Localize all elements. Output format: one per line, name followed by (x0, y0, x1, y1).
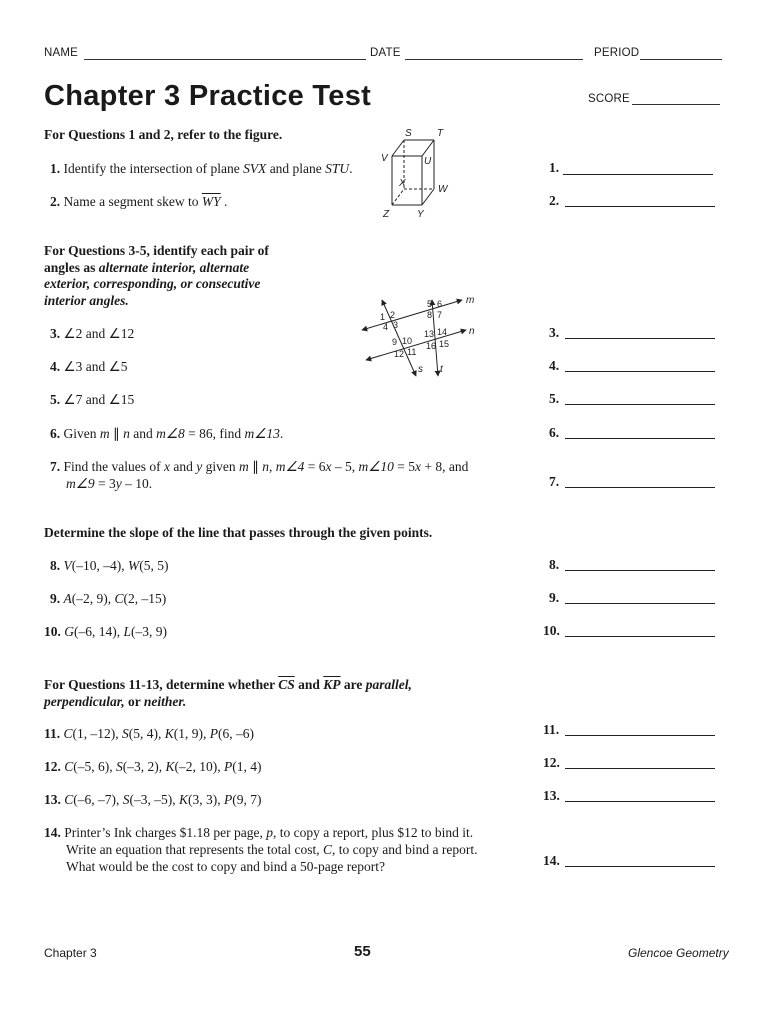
answer-blank-11[interactable] (565, 735, 715, 736)
label-t-line: t (440, 364, 443, 375)
angle-7: 7 (437, 310, 443, 320)
angle-15: 15 (439, 339, 450, 349)
label-u: U (424, 156, 432, 167)
angle-6: 6 (437, 299, 443, 309)
angle-9: 9 (392, 337, 398, 347)
question-2: 2. Name a segment skew to $\overline{WY}$ . (50, 194, 228, 209)
answer-label-6: 6. (549, 425, 560, 440)
question-13: 13. C(–6, –7), S(–3, –5), K(3, 3), P(9, 7) (44, 792, 262, 807)
label-v: V (381, 153, 388, 164)
label-n: n (469, 326, 475, 337)
section-heading-3: Determine the slope of the line that passes through the given points. (44, 525, 433, 540)
date-field[interactable] (405, 59, 583, 60)
name-label: NAME (44, 47, 79, 59)
answer-label-10: 10. (543, 623, 560, 638)
angle-3: 3 (393, 320, 399, 330)
answer-blank-12[interactable] (565, 768, 715, 769)
answer-blank-4[interactable] (565, 371, 715, 372)
angle-8: 8 (427, 310, 433, 320)
label-z: Z (383, 209, 390, 220)
question-5: 5. ∠7 and ∠15 (50, 392, 135, 407)
footer-book: Glencoe Geometry (628, 946, 729, 960)
angle-14: 14 (437, 327, 448, 337)
answer-label-13: 13. (543, 788, 560, 803)
answer-label-11: 11. (543, 722, 560, 737)
answer-label-5: 5. (549, 391, 560, 406)
answer-blank-8[interactable] (565, 570, 715, 571)
question-9: 9. A(–2, 9), C(2, –15) (50, 591, 167, 606)
section-heading-4: For Questions 11-13, determine whether $\overline{CS}$ and $\overline{KP}$ are parallel, perpendicular, or neither. (44, 677, 412, 709)
label-y: Y (417, 209, 424, 220)
label-x: X (399, 178, 406, 189)
angle-4: 4 (383, 322, 389, 332)
answer-blank-5[interactable] (565, 404, 715, 405)
question-7: 7. Find the values of x and y given m ∥ n, m∠4 = 6x – 5, m∠10 = 5x + 8, and m∠9 = 3y – 10. (50, 459, 469, 491)
answer-blank-10[interactable] (565, 636, 715, 637)
answer-label-7: 7. (549, 474, 560, 489)
label-w: W (438, 184, 448, 195)
answer-blank-2[interactable] (565, 206, 715, 207)
transversals-figure (352, 290, 486, 382)
page-title: Chapter 3 Practice Test (44, 80, 372, 112)
answer-label-12: 12. (543, 755, 560, 770)
question-14: 14. Printer’s Ink charges $1.18 per page, p, to copy a report, plus $12 to bind it. Write an equation that represents the total cost, C, to copy and bind a report. What would be the cost to copy and bind a 50-page report? (44, 825, 478, 874)
answer-label-1: 1. (549, 160, 560, 175)
answer-label-9: 9. (549, 590, 560, 605)
label-s: S (405, 128, 412, 139)
answer-label-3: 3. (549, 325, 560, 340)
question-11: 11. C(1, –12), S(5, 4), K(1, 9), P(6, –6) (44, 726, 255, 741)
period-label: PERIOD (594, 47, 640, 59)
answer-blank-6[interactable] (565, 438, 715, 439)
label-s-line: s (418, 364, 423, 375)
answer-label-4: 4. (549, 358, 560, 373)
answer-blank-14[interactable] (565, 866, 715, 867)
question-8: 8. V(–10, –4), W(5, 5) (50, 558, 169, 573)
angle-5: 5 (427, 299, 433, 309)
angle-10: 10 (402, 336, 413, 346)
question-1: 1. Identify the intersection of plane SVX and plane STU. (50, 161, 353, 176)
score-field[interactable] (632, 104, 720, 105)
label-t: T (437, 128, 444, 139)
answer-blank-13[interactable] (565, 801, 715, 802)
answer-label-2: 2. (549, 193, 560, 208)
answer-label-8: 8. (549, 557, 560, 572)
answer-blank-9[interactable] (565, 603, 715, 604)
footer-chapter: Chapter 3 (44, 946, 97, 960)
score-label: SCORE (588, 93, 630, 105)
section-heading-1: For Questions 1 and 2, refer to the figure. (44, 127, 283, 142)
answer-label-14: 14. (543, 853, 560, 868)
angle-16: 16 (426, 341, 437, 351)
page-number: 55 (354, 943, 371, 960)
angle-12: 12 (394, 349, 405, 359)
name-field[interactable] (84, 59, 366, 60)
angle-11: 11 (407, 347, 417, 357)
question-3: 3. ∠2 and ∠12 (50, 326, 135, 341)
angle-2: 2 (390, 310, 396, 320)
label-m: m (466, 295, 475, 306)
answer-blank-3[interactable] (565, 338, 715, 339)
question-6: 6. Given m ∥ n and m∠8 = 86, find m∠13. (50, 426, 284, 441)
section-heading-2: For Questions 3-5, identify each pair of angles as alternate interior, alternate exterior, corresponding, or consecutive interior angles. (44, 243, 269, 308)
period-field[interactable] (640, 59, 722, 60)
angle-13: 13 (424, 329, 435, 339)
answer-blank-1[interactable] (563, 174, 713, 175)
question-4: 4. ∠3 and ∠5 (50, 359, 128, 374)
prism-figure (374, 126, 460, 220)
question-10: 10. G(–6, 14), L(–3, 9) (44, 624, 168, 639)
answer-blank-7[interactable] (565, 487, 715, 488)
date-label: DATE (370, 47, 401, 59)
angle-1: 1 (380, 312, 386, 322)
question-12: 12. C(–5, 6), S(–3, 2), K(–2, 10), P(1, 4) (44, 759, 262, 774)
